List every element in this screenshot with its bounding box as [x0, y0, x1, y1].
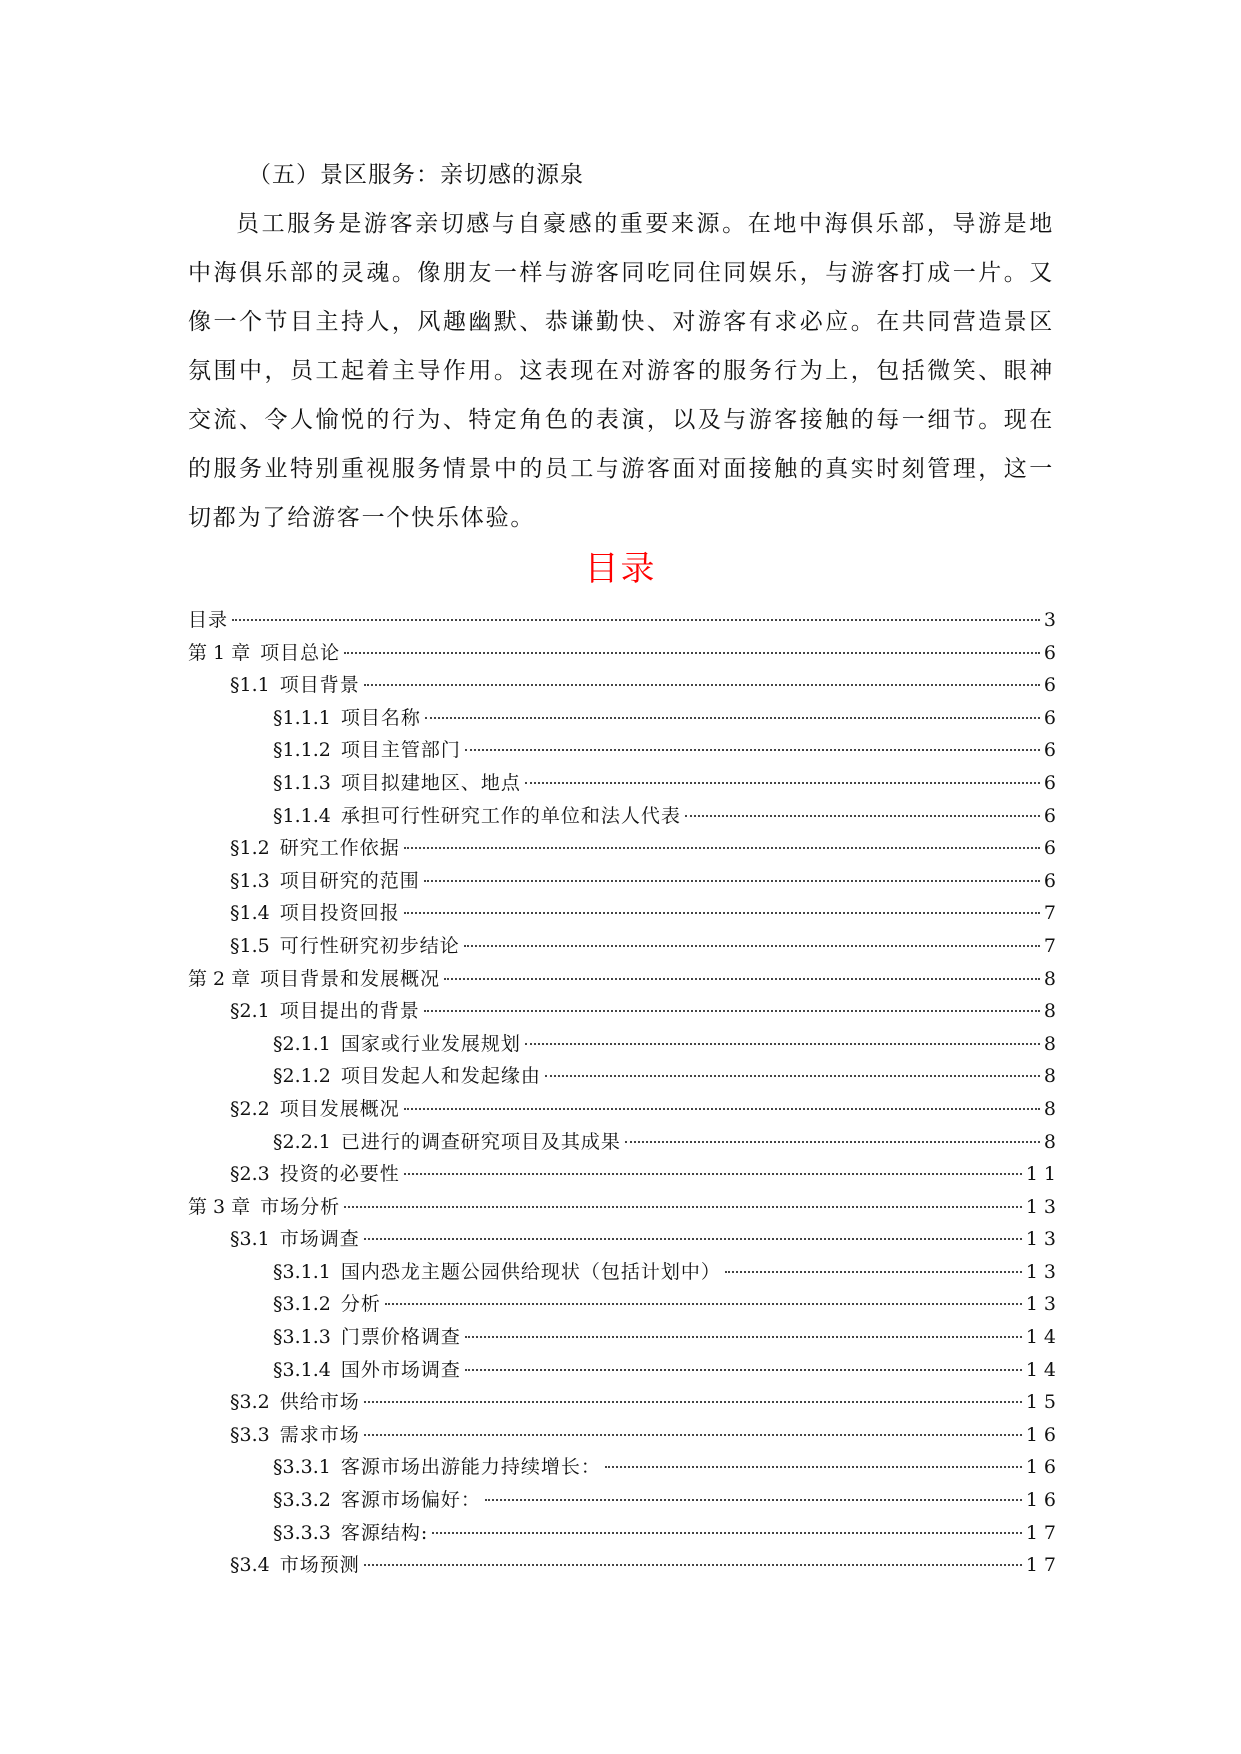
- toc-page-number: 13: [1025, 1195, 1062, 1218]
- toc-entry-title: 分析: [340, 1293, 381, 1316]
- toc-dot-leader: [725, 1271, 1022, 1273]
- toc-dot-leader: [404, 1173, 1022, 1175]
- toc-entry[interactable]: [188, 767, 1062, 800]
- toc-page-number: 7: [1043, 934, 1062, 957]
- toc-dot-leader: [404, 847, 1040, 849]
- toc-page-number: 16: [1025, 1456, 1062, 1479]
- toc-entry-number: §1.1.3: [273, 771, 331, 794]
- toc-entry[interactable]: [188, 734, 1062, 767]
- toc-entry[interactable]: [188, 1419, 1062, 1452]
- toc-dot-leader: [425, 717, 1040, 719]
- toc-dot-leader: [444, 978, 1040, 980]
- toc-entry-number: §2.1.2: [273, 1065, 331, 1088]
- toc-entry[interactable]: [188, 865, 1062, 898]
- toc-entry-number: §3.1.4: [273, 1358, 331, 1381]
- toc-entry-number: §1.2: [230, 837, 270, 860]
- toc-dot-leader: [685, 815, 1040, 817]
- toc-entry[interactable]: [188, 1256, 1062, 1289]
- toc-entry-title: 项目总论: [260, 641, 341, 664]
- toc-entry[interactable]: [188, 995, 1062, 1028]
- toc-entry-title: 客源结构:: [340, 1521, 429, 1544]
- toc-entry-title: 项目背景和发展概况: [260, 967, 441, 990]
- toc-page-number: 16: [1025, 1489, 1062, 1512]
- toc-dot-leader: [465, 1369, 1022, 1371]
- toc-page-number: 6: [1043, 771, 1062, 794]
- toc-page-number: 3: [1043, 609, 1062, 631]
- toc-page-number: 6: [1043, 641, 1062, 664]
- toc-entry-title: 可行性研究初步结论: [279, 934, 460, 957]
- toc-dot-leader: [625, 1141, 1040, 1143]
- toc-entry-title: 国外市场调查: [340, 1358, 461, 1381]
- toc-entry[interactable]: [188, 1517, 1062, 1550]
- toc-entry[interactable]: [188, 1028, 1062, 1061]
- toc-entry-number: §2.2: [230, 1097, 270, 1120]
- toc-entry-title: 客源市场偏好：: [340, 1489, 481, 1512]
- toc-page-number: 16: [1025, 1423, 1062, 1446]
- toc-entry-title: 项目背景: [279, 674, 360, 697]
- toc-page-number: 17: [1025, 1554, 1062, 1577]
- toc-page-number: 6: [1043, 674, 1062, 697]
- toc-dot-leader: [344, 652, 1040, 654]
- toc-entry[interactable]: [188, 1223, 1062, 1256]
- toc-dot-leader: [465, 1336, 1022, 1338]
- toc-entry-number: §2.1.1: [273, 1032, 331, 1055]
- toc-entry-number: §1.4: [230, 902, 270, 925]
- toc-entry-number: §2.2.1: [273, 1130, 331, 1153]
- toc-entry[interactable]: [188, 1484, 1062, 1517]
- toc-entry-number: §1.5: [230, 934, 270, 957]
- toc-dot-leader: [385, 1303, 1022, 1305]
- toc-page-number: 8: [1043, 1065, 1062, 1088]
- toc-entry-title: 门票价格调查: [340, 1326, 461, 1349]
- toc-dot-leader: [404, 912, 1040, 914]
- toc-entry-number: §1.3: [230, 869, 270, 892]
- toc-dot-leader: [545, 1075, 1040, 1077]
- toc-entry-number: §3.1.2: [273, 1293, 331, 1316]
- body-paragraph: 员工服务是游客亲切感与自豪感的重要来源。在地中海俱乐部，导游是地中海俱乐部的灵魂。像朋友一样与游客同吃同住同娱乐，与游客打成一片。又像一个节目主持人，风趣幽默、恭谦勤快、对游客有求必应。在共同营造景区氛围中，员工起着主导作用。这表现在对游客的服务行为上，包括微笑、眼神交流、令人愉悦的行为、特定角色的表演，以及与游客接触的每一细节。现在的服务业特别重视服务情景中的员工与游客面对面接触的真实时刻管理，这一切都为了给游客一个快乐体验。: [188, 211, 1054, 531]
- toc-dot-leader: [465, 749, 1040, 751]
- toc-page-number: 8: [1043, 1130, 1062, 1153]
- toc-entry[interactable]: [188, 1288, 1062, 1321]
- toc-entry[interactable]: [188, 800, 1062, 833]
- toc-entry[interactable]: [188, 1386, 1062, 1419]
- table-of-contents: [188, 604, 1062, 1582]
- toc-dot-leader: [464, 945, 1040, 947]
- toc-dot-leader: [344, 1206, 1022, 1208]
- toc-entry[interactable]: [188, 1549, 1062, 1582]
- toc-entry[interactable]: [188, 897, 1062, 930]
- toc-entry[interactable]: [188, 1451, 1062, 1484]
- toc-entry-number: §2.3: [230, 1163, 270, 1186]
- toc-dot-leader: [424, 1010, 1040, 1012]
- toc-entry-number: §3.3: [230, 1423, 270, 1446]
- toc-dot-leader: [364, 1238, 1022, 1240]
- toc-entry-title: 研究工作依据: [279, 837, 400, 860]
- section-heading: （五）景区服务：亲切感的源泉: [248, 162, 584, 188]
- toc-dot-leader: [525, 782, 1040, 784]
- toc-entry[interactable]: [188, 1191, 1062, 1224]
- toc-page-number: 13: [1025, 1260, 1062, 1283]
- toc-dot-leader: [485, 1499, 1022, 1501]
- toc-page-number: 8: [1043, 1032, 1062, 1055]
- toc-entry-title: 客源市场出游能力持续增长：: [340, 1456, 601, 1479]
- toc-page-number: 6: [1043, 869, 1062, 892]
- toc-entry-title: 项目主管部门: [340, 739, 461, 762]
- toc-page-number: 15: [1025, 1391, 1062, 1414]
- toc-entry[interactable]: [188, 832, 1062, 865]
- toc-entry-number: §1.1: [230, 674, 270, 697]
- toc-entry-title: 市场预测: [279, 1554, 360, 1577]
- toc-entry[interactable]: [188, 669, 1062, 702]
- toc-entry-title: 项目发展概况: [279, 1097, 400, 1120]
- toc-entry-number: 第 3 章: [188, 1195, 251, 1218]
- toc-page-number: 17: [1025, 1521, 1062, 1544]
- toc-entry[interactable]: [188, 1321, 1062, 1354]
- toc-entry-number: §2.1: [230, 1000, 270, 1023]
- toc-entry-number: §3.1: [230, 1228, 270, 1251]
- toc-dot-leader: [364, 1434, 1022, 1436]
- toc-entry[interactable]: [188, 1126, 1062, 1159]
- toc-entry-number: §3.3.3: [273, 1521, 331, 1544]
- toc-entry-title: 承担可行性研究工作的单位和法人代表: [340, 804, 681, 827]
- toc-page-number: 14: [1025, 1326, 1062, 1349]
- toc-entry-title: 国内恐龙主题公园供给现状（包括计划中）: [340, 1260, 721, 1283]
- toc-page-number: 11: [1025, 1163, 1062, 1186]
- toc-page-number: 13: [1025, 1228, 1062, 1251]
- toc-entry-title: 项目投资回报: [279, 902, 400, 925]
- toc-entry[interactable]: [188, 1158, 1062, 1191]
- toc-entry-number: §3.1.1: [273, 1260, 331, 1283]
- toc-entry[interactable]: [188, 702, 1062, 735]
- toc-entry-number: §3.3.2: [273, 1489, 331, 1512]
- toc-dot-leader: [232, 619, 1040, 621]
- toc-entry-title: 目录: [188, 609, 229, 631]
- toc-entry-title: 项目拟建地区、地点: [340, 771, 521, 794]
- toc-page-number: 6: [1043, 739, 1062, 762]
- toc-page-number: 6: [1043, 837, 1062, 860]
- toc-entry-title: 供给市场: [279, 1391, 360, 1414]
- toc-entry[interactable]: [188, 637, 1062, 670]
- toc-entry-number: 第 1 章: [188, 641, 251, 664]
- toc-entry[interactable]: [188, 963, 1062, 996]
- toc-entry-title: 项目研究的范围: [279, 869, 420, 892]
- toc-page-number: 8: [1043, 967, 1062, 990]
- toc-entry-title: 需求市场: [279, 1423, 360, 1446]
- toc-page-number: 6: [1043, 706, 1062, 729]
- toc-entry-number: §3.3.1: [273, 1456, 331, 1479]
- toc-dot-leader: [364, 1401, 1022, 1403]
- toc-entry-title: 已进行的调查研究项目及其成果: [340, 1130, 621, 1153]
- toc-entry[interactable]: [188, 1093, 1062, 1126]
- toc-entry-title: 市场分析: [260, 1195, 341, 1218]
- toc-dot-leader: [424, 880, 1040, 882]
- toc-entry-number: §1.1.4: [273, 804, 331, 827]
- toc-entry-title: 投资的必要性: [279, 1163, 400, 1186]
- toc-page-number: 8: [1043, 1000, 1062, 1023]
- toc-entry-title: 国家或行业发展规划: [340, 1032, 521, 1055]
- toc-page-number: 6: [1043, 804, 1062, 827]
- toc-entry[interactable]: [188, 604, 1062, 637]
- toc-entry-title: 项目名称: [340, 706, 421, 729]
- toc-entry[interactable]: [188, 1060, 1062, 1093]
- toc-entry-number: §3.1.3: [273, 1326, 331, 1349]
- toc-entry-number: §3.2: [230, 1391, 270, 1414]
- toc-page-number: 13: [1025, 1293, 1062, 1316]
- toc-entry-title: 市场调查: [279, 1228, 360, 1251]
- toc-title: 目录: [584, 549, 657, 589]
- toc-entry-number: 第 2 章: [188, 967, 251, 990]
- toc-dot-leader: [404, 1108, 1040, 1110]
- toc-page-number: 7: [1043, 902, 1062, 925]
- toc-dot-leader: [364, 1564, 1022, 1566]
- toc-dot-leader: [525, 1043, 1040, 1045]
- toc-entry-number: §3.4: [230, 1554, 270, 1577]
- toc-entry[interactable]: [188, 930, 1062, 963]
- toc-entry-number: §1.1.1: [273, 706, 331, 729]
- toc-dot-leader: [364, 684, 1040, 686]
- toc-entry-title: 项目发起人和发起缘由: [340, 1065, 541, 1088]
- toc-dot-leader: [605, 1466, 1022, 1468]
- toc-entry-title: 项目提出的背景: [279, 1000, 420, 1023]
- toc-page-number: 14: [1025, 1358, 1062, 1381]
- toc-page-number: 8: [1043, 1097, 1062, 1120]
- toc-entry[interactable]: [188, 1354, 1062, 1387]
- toc-entry-number: §1.1.2: [273, 739, 331, 762]
- toc-dot-leader: [432, 1532, 1022, 1534]
